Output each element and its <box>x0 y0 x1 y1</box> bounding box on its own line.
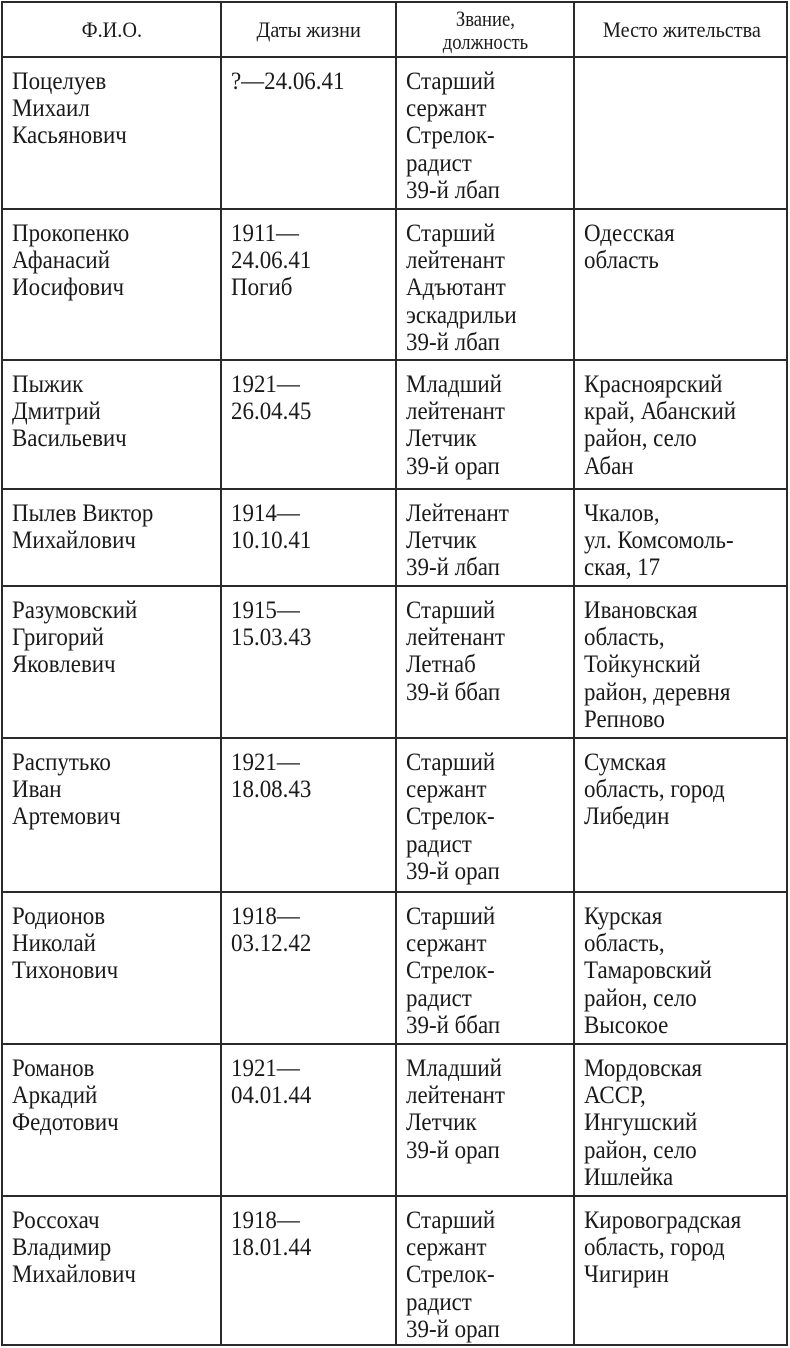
table-row <box>3 359 786 488</box>
cell-text-line: Младший <box>406 1053 502 1082</box>
header-label: Место жительства <box>602 17 761 42</box>
cell-text-line: лейтенант <box>406 396 505 426</box>
table-row <box>3 208 786 359</box>
cell-text-line: Михайлович <box>12 1259 136 1289</box>
residence-cell <box>573 1197 788 1345</box>
cell-text-line: радист <box>406 982 472 1012</box>
residence-cell <box>573 210 788 359</box>
cell-text-line: Стрелок- <box>406 120 495 150</box>
cell-text-line: Репново <box>584 703 665 733</box>
cell-text-line: Романов <box>12 1053 95 1082</box>
cell-text-line: лейтенант <box>406 1080 505 1110</box>
cell-text-line: Ингушский <box>584 1107 698 1137</box>
cell-text-line: 39-й орап <box>406 1134 500 1164</box>
cell-text-line: Курская <box>584 901 663 930</box>
cell-text-line: Артемович <box>12 801 121 831</box>
residence-cell <box>573 490 788 585</box>
cell-text-line: Россохач <box>12 1205 100 1234</box>
dates-cell <box>220 587 395 737</box>
header-residence <box>573 3 788 56</box>
cell-text-line: 39-й ббап <box>406 676 501 706</box>
cell-text-line: Пылев Виктор <box>12 498 154 527</box>
cell-text-line: Аркадий <box>12 1080 98 1110</box>
cell-text-line: 39-й орап <box>406 1313 500 1343</box>
cell-text-line: Адъютант <box>406 272 506 302</box>
cell-text-line: область, город <box>584 774 725 804</box>
name-cell <box>3 1045 220 1195</box>
cell-text-line: область <box>584 245 659 275</box>
rank-cell <box>395 361 573 488</box>
table-row <box>3 891 786 1043</box>
cell-text-line: Ишлейка <box>584 1161 674 1191</box>
cell-text-line: 15.03.43 <box>231 622 312 652</box>
cell-text-line: Прокопенко <box>12 218 130 247</box>
cell-text-line: Афанасий <box>12 245 110 275</box>
dates-cell <box>220 1045 395 1195</box>
cell-text-line: Стрелок- <box>406 955 495 985</box>
cell-text-line: радист <box>406 1286 472 1316</box>
residence-cell <box>573 739 788 891</box>
cell-text-line: сержант <box>406 928 487 958</box>
cell-text-line: Иван <box>12 774 62 804</box>
cell-text-line: Летчик <box>406 423 477 453</box>
cell-text-line: АССР, <box>584 1080 646 1110</box>
cell-text-line: ская, 17 <box>584 552 661 582</box>
cell-text-line: Летнаб <box>406 649 476 679</box>
name-cell <box>3 1197 220 1345</box>
name-cell <box>3 210 220 359</box>
residence-cell <box>573 58 788 208</box>
cell-text-line: Михаил <box>12 93 90 123</box>
rank-cell <box>395 893 573 1043</box>
cell-text-line: район, село <box>584 1134 697 1164</box>
residence-cell <box>573 361 788 488</box>
dates-cell <box>220 893 395 1043</box>
table-header-row <box>3 3 786 56</box>
cell-text-line: Лейтенант <box>406 498 509 527</box>
cell-text-line: Стрелок- <box>406 801 495 831</box>
cell-text-line: лейтенант <box>406 622 505 652</box>
cell-text-line: Владимир <box>12 1232 112 1262</box>
cell-text-line: Либедин <box>584 801 670 831</box>
cell-text-line: 39-й лбап <box>406 174 500 204</box>
cell-text-line: 39-й лбап <box>406 552 500 582</box>
cell-text-line: Пыжик <box>12 369 84 398</box>
cell-text-line: сержант <box>406 1232 487 1262</box>
table-row <box>3 1043 786 1195</box>
rank-cell <box>395 587 573 737</box>
header-full-name <box>3 3 220 56</box>
residence-cell <box>573 1045 788 1195</box>
cell-text-line: 39-й орап <box>406 450 500 480</box>
name-cell <box>3 490 220 585</box>
cell-text-line: Григорий <box>12 622 104 652</box>
cell-text-line: Ивановская <box>584 595 698 624</box>
cell-text-line: район, село <box>584 982 697 1012</box>
cell-text-line: район, село <box>584 423 697 453</box>
cell-text-line: Летчик <box>406 525 477 555</box>
header-label: Даты жизни <box>256 17 361 42</box>
table-row <box>3 488 786 585</box>
rank-cell <box>395 58 573 208</box>
cell-text-line: Чигирин <box>584 1259 669 1289</box>
cell-text-line: 10.10.41 <box>231 525 312 555</box>
cell-text-line: 24.06.41 <box>231 245 312 275</box>
header-label: Ф.И.О. <box>81 17 142 42</box>
cell-text-line: сержант <box>406 93 487 123</box>
cell-text-line: Дмитрий <box>12 396 101 426</box>
cell-text-line: Одесская <box>584 218 675 247</box>
cell-text-line: Распутько <box>12 747 111 776</box>
cell-text-line: Старший <box>406 595 496 624</box>
cell-text-line: Летчик <box>406 1107 477 1137</box>
dates-cell <box>220 361 395 488</box>
cell-text-line: 39-й лбап <box>406 326 500 356</box>
table-row <box>3 56 786 208</box>
cell-text-line: Тихонович <box>12 955 119 985</box>
cell-text-line: Старший <box>406 218 496 247</box>
cell-text-line: 18.01.44 <box>231 1232 312 1262</box>
cell-text-line: Федотович <box>12 1107 119 1137</box>
cell-text-line: 1915— <box>231 595 300 624</box>
cell-text-line: Разумовский <box>12 595 138 624</box>
cell-text-line: Михайлович <box>12 525 136 555</box>
cell-text-line: Старший <box>406 1205 496 1234</box>
rank-cell <box>395 210 573 359</box>
table-row <box>3 737 786 891</box>
cell-text-line: Николай <box>12 928 96 958</box>
cell-text-line: Яковлевич <box>12 649 116 679</box>
residence-cell <box>573 893 788 1043</box>
cell-text-line: Васильевич <box>12 423 127 453</box>
header-label: Звание, должность <box>442 5 528 54</box>
cell-text-line: Младший <box>406 369 502 398</box>
cell-text-line: Старший <box>406 901 496 930</box>
header-rank-position <box>395 3 573 56</box>
cell-text-line: Старший <box>406 66 496 95</box>
rank-cell <box>395 1197 573 1345</box>
cell-text-line: 03.12.42 <box>231 928 312 958</box>
dates-cell <box>220 739 395 891</box>
cell-text-line: 1918— <box>231 901 300 930</box>
dates-cell <box>220 58 395 208</box>
cell-text-line: Кировоградская <box>584 1205 742 1234</box>
cell-text-line: Стрелок- <box>406 1259 495 1289</box>
table-row <box>3 1195 786 1345</box>
dates-cell <box>220 210 395 359</box>
cell-text-line: 39-й орап <box>406 855 500 885</box>
name-cell <box>3 361 220 488</box>
cell-text-line: область, <box>584 928 665 958</box>
cell-text-line: 1921— <box>231 1053 300 1082</box>
cell-text-line: 04.01.44 <box>231 1080 312 1110</box>
cell-text-line: ?—24.06.41 <box>231 66 345 95</box>
cell-text-line: Сумская <box>584 747 667 776</box>
rank-cell <box>395 739 573 891</box>
cell-text-line: 1914— <box>231 498 300 527</box>
name-cell <box>3 58 220 208</box>
cell-text-line: Абан <box>584 450 634 480</box>
table-row <box>3 585 786 737</box>
cell-text-line: Красноярский <box>584 369 723 398</box>
cell-text-line: ул. Комсомоль- <box>584 525 734 555</box>
cell-text-line: лейтенант <box>406 245 505 275</box>
cell-text-line: радист <box>406 147 472 177</box>
name-cell <box>3 739 220 891</box>
cell-text-line: Иосифович <box>12 272 125 302</box>
cell-text-line: 1911— <box>231 218 300 247</box>
rank-cell <box>395 1045 573 1195</box>
name-cell <box>3 893 220 1043</box>
cell-text-line: 1921— <box>231 747 300 776</box>
cell-text-line: область, город <box>584 1232 725 1262</box>
cell-text-line: Чкалов, <box>584 498 660 527</box>
cell-text-line: область, <box>584 622 665 652</box>
cell-text-line: 18.08.43 <box>231 774 312 804</box>
cell-text-line: край, Абанский <box>584 396 737 426</box>
cell-text-line: 39-й ббап <box>406 1009 501 1039</box>
casualty-table <box>1 1 788 1346</box>
header-life-dates <box>220 3 395 56</box>
cell-text-line: 1918— <box>231 1205 300 1234</box>
cell-text-line: радист <box>406 828 472 858</box>
cell-text-line: эскадрильи <box>406 299 517 329</box>
cell-text-line: район, деревня <box>584 676 731 706</box>
dates-cell <box>220 1197 395 1345</box>
cell-text-line: Старший <box>406 747 496 776</box>
cell-text-line: Тамаровский <box>584 955 712 985</box>
dates-cell <box>220 490 395 585</box>
cell-text-line: сержант <box>406 774 487 804</box>
residence-cell <box>573 587 788 737</box>
cell-text-line: 26.04.45 <box>231 396 312 426</box>
cell-text-line: Родионов <box>12 901 106 930</box>
cell-text-line: Тойкунский <box>584 649 701 679</box>
cell-text-line: 1921— <box>231 369 300 398</box>
cell-text-line: Поцелуев <box>12 66 107 95</box>
cell-text-line: Высокое <box>584 1009 669 1039</box>
rank-cell <box>395 490 573 585</box>
cell-text-line: Касьянович <box>12 120 127 150</box>
name-cell <box>3 587 220 737</box>
cell-text-line: Погиб <box>231 272 293 302</box>
cell-text-line: Мордовская <box>584 1053 703 1082</box>
